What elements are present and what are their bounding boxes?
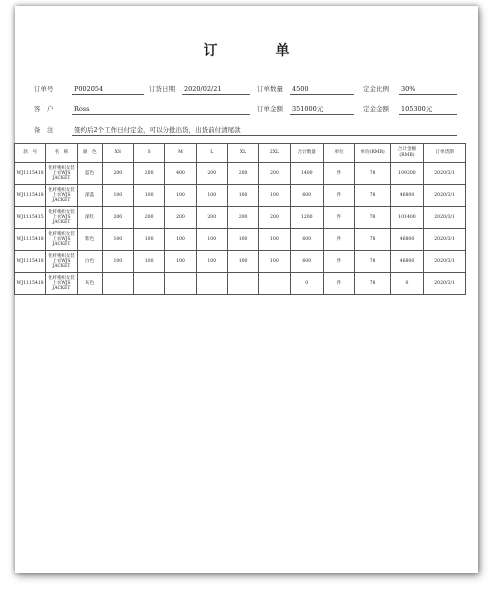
- remarks-label: 备 注: [34, 126, 54, 134]
- order-amount-value: 351000元: [290, 105, 354, 115]
- cell-l: 100: [196, 185, 227, 207]
- cell-unit: 件: [323, 185, 354, 207]
- cell-delivery-date: 2020/3/1: [424, 163, 466, 185]
- order-date-value: 2020/02/21: [182, 85, 250, 95]
- col-header-total-qty: 合计数量: [290, 144, 323, 163]
- cell-total-qty: 600: [290, 185, 323, 207]
- cell-s: 200: [133, 207, 164, 229]
- table-header-row: [15, 144, 466, 163]
- cell-l: 100: [196, 229, 227, 251]
- cell-s: 100: [133, 185, 164, 207]
- cell-color: 灰色: [77, 273, 102, 295]
- col-header-s: S: [133, 144, 164, 163]
- customer-label: 客 户: [34, 105, 54, 113]
- deposit-ratio-label: 定金比例: [363, 85, 389, 93]
- cell-style-no: WJ1115418: [15, 185, 46, 207]
- cell-total-amount: 46800: [390, 251, 423, 273]
- cell-l: [196, 273, 227, 295]
- cell-xl: 200: [227, 207, 258, 229]
- order-date-label: 订货日期: [149, 85, 175, 93]
- cell-delivery-date: 2020/3/1: [424, 229, 466, 251]
- cell-xs: 100: [102, 185, 133, 207]
- cell-style-no: WJ1115418: [15, 273, 46, 295]
- cell-unit-price: 78: [355, 163, 390, 185]
- deposit-ratio-value: 30%: [399, 85, 457, 95]
- table-row: [15, 185, 466, 207]
- cell-unit: 件: [323, 163, 354, 185]
- col-header-l: L: [196, 144, 227, 163]
- cell-unit-price: 78: [355, 251, 390, 273]
- cell-xl: 100: [227, 229, 258, 251]
- cell-unit-price: 78: [355, 229, 390, 251]
- cell-delivery-date: 2020/3/1: [424, 273, 466, 295]
- order-table: [14, 143, 466, 295]
- cell-xs: 100: [102, 229, 133, 251]
- col-header-xs: XS: [102, 144, 133, 163]
- cell-m: 100: [165, 229, 196, 251]
- table-row: [15, 229, 466, 251]
- table-row: [15, 273, 466, 295]
- cell-s: 200: [133, 163, 164, 185]
- col-header-xl: XL: [227, 144, 258, 163]
- cell-style-no: WJ1115418: [15, 229, 46, 251]
- cell-xl: 200: [227, 163, 258, 185]
- cell-m: 400: [165, 163, 196, 185]
- cell-style-no: WJ1115418: [15, 251, 46, 273]
- cell-2xl: 100: [259, 251, 290, 273]
- cell-unit-price: 78: [355, 185, 390, 207]
- cell-total-amount: 101400: [390, 207, 423, 229]
- cell-color: 蓝色: [77, 163, 102, 185]
- cell-delivery-date: 2020/3/1: [424, 185, 466, 207]
- cell-xs: [102, 273, 133, 295]
- cell-unit: 件: [323, 251, 354, 273]
- cell-l: 100: [196, 251, 227, 273]
- cell-s: 100: [133, 229, 164, 251]
- cell-s: 100: [133, 251, 164, 273]
- cell-xs: 200: [102, 163, 133, 185]
- col-header-unit-price: 单价(RMB): [355, 144, 390, 163]
- cell-style-no: WJ1115415: [15, 207, 46, 229]
- cell-m: 100: [165, 185, 196, 207]
- cell-unit-price: 78: [355, 207, 390, 229]
- cell-total-amount: 0: [390, 273, 423, 295]
- cell-total-amount: 109200: [390, 163, 423, 185]
- cell-m: 100: [165, 251, 196, 273]
- cell-total-qty: 1400: [290, 163, 323, 185]
- cell-color: 深蓝: [77, 185, 102, 207]
- order-amount-label: 订单金额: [257, 105, 283, 113]
- cell-color: 紫色: [77, 229, 102, 251]
- order-no-label: 订单号: [34, 85, 54, 93]
- cell-2xl: 200: [259, 163, 290, 185]
- table-row: [15, 251, 466, 273]
- cell-total-amount: 46800: [390, 229, 423, 251]
- cell-m: [165, 273, 196, 295]
- cell-xl: [227, 273, 258, 295]
- order-qty-label: 订单数量: [257, 85, 283, 93]
- cell-2xl: 100: [259, 229, 290, 251]
- cell-2xl: 200: [259, 207, 290, 229]
- cell-l: 200: [196, 163, 227, 185]
- cell-unit: 件: [323, 273, 354, 295]
- col-header-delivery-date: 订单货期: [424, 144, 466, 163]
- cell-total-qty: 1200: [290, 207, 323, 229]
- cell-delivery-date: 2020/3/1: [424, 251, 466, 273]
- cell-unit: 件: [323, 207, 354, 229]
- cell-total-qty: 600: [290, 251, 323, 273]
- order-qty-value: 4500: [290, 85, 354, 95]
- col-header-color: 颜 色: [77, 144, 102, 163]
- cell-style-no: WJ1115418: [15, 163, 46, 185]
- cell-s: [133, 273, 164, 295]
- cell-total-amount: 46800: [390, 185, 423, 207]
- cell-total-qty: 0: [290, 273, 323, 295]
- cell-xs: 100: [102, 251, 133, 273]
- col-header-name: 名 称: [46, 144, 77, 163]
- customer-value: Ross: [72, 105, 250, 115]
- order-no-value: P002054: [72, 85, 144, 95]
- page-title: 订 单: [203, 43, 312, 59]
- table-row: [15, 163, 466, 185]
- col-header-m: M: [165, 144, 196, 163]
- cell-2xl: [259, 273, 290, 295]
- cell-2xl: 100: [259, 185, 290, 207]
- cell-name: 化纤梭织女装上衣WJS JACKET: [46, 229, 77, 251]
- cell-name: 化纤梭织女装上衣WJS JACKET: [46, 163, 77, 185]
- col-header-2xl: 2XL: [259, 144, 290, 163]
- deposit-amount-value: 105300元: [399, 105, 457, 115]
- cell-xl: 100: [227, 185, 258, 207]
- table-row: [15, 207, 466, 229]
- cell-color: 深红: [77, 207, 102, 229]
- cell-unit-price: 78: [355, 273, 390, 295]
- cell-delivery-date: 2020/3/1: [424, 207, 466, 229]
- col-header-style-no: 款 号: [15, 144, 46, 163]
- cell-color: 白色: [77, 251, 102, 273]
- cell-name: 化纤梭织女装上衣WJS JACKET: [46, 273, 77, 295]
- col-header-unit: 单位: [323, 144, 354, 163]
- cell-xs: 200: [102, 207, 133, 229]
- remarks-value: 签约后2个工作日付定金，可以分批出货，出货前付清尾款: [72, 126, 457, 136]
- deposit-amount-label: 定金金额: [363, 105, 389, 113]
- cell-name: 化纤梭织女装上衣WJS JACKET: [46, 185, 77, 207]
- cell-name: 化纤梭织女装上衣WJS JACKET: [46, 251, 77, 273]
- col-header-total-amount: 合计金额(RMB): [390, 144, 423, 163]
- cell-total-qty: 600: [290, 229, 323, 251]
- cell-xl: 100: [227, 251, 258, 273]
- cell-unit: 件: [323, 229, 354, 251]
- cell-l: 200: [196, 207, 227, 229]
- cell-m: 200: [165, 207, 196, 229]
- cell-name: 化纤梭织女装上衣WJS JACKET: [46, 207, 77, 229]
